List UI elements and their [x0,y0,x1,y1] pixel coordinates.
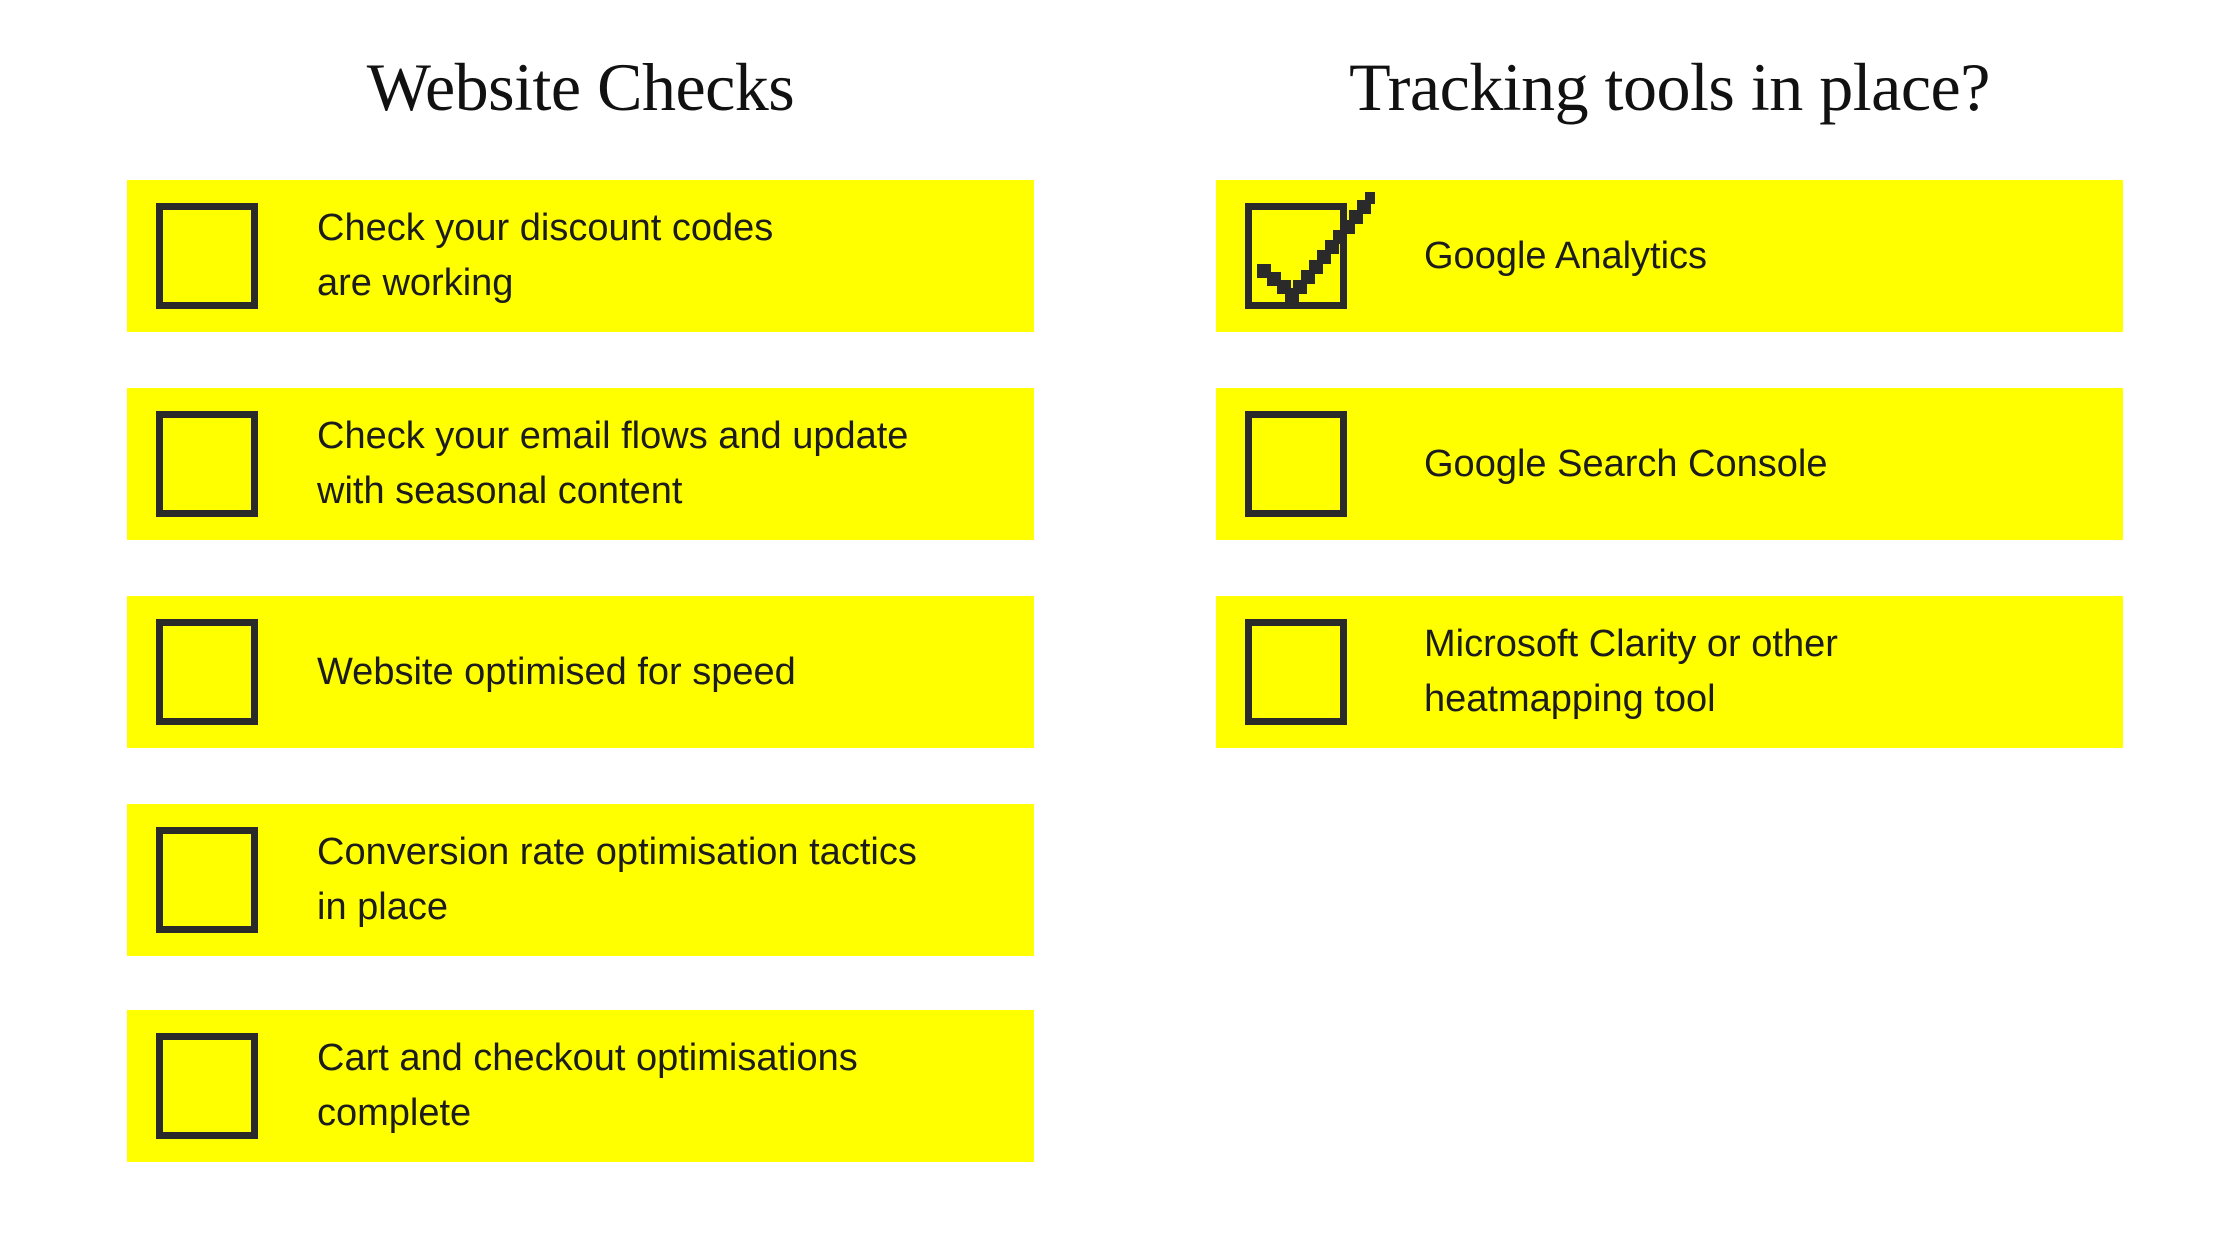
checklist-item-cart-checkout[interactable] [127,1010,1034,1162]
checklist-item-search-console[interactable] [1216,388,2123,540]
checklist-item-email-flows[interactable] [127,388,1034,540]
checklist-item-microsoft-clarity[interactable] [1216,596,2123,748]
checklist-item-conversion-rate[interactable] [127,804,1034,956]
tracking-tools-heading: Tracking tools in place? [1349,49,1990,125]
checkbox-checked-icon[interactable] [1245,203,1347,309]
pixel-checkmark-icon [1245,192,1385,312]
checklist-item-discount-codes[interactable] [127,180,1034,332]
checklist-item-label: Google Analytics [1424,234,1708,277]
checkbox-icon[interactable] [156,411,258,517]
checklist-item-google-analytics[interactable] [1216,180,2123,332]
website-checks-heading: Website Checks [366,49,795,125]
checkbox-icon[interactable] [1245,619,1347,725]
checkbox-icon[interactable] [156,1033,258,1139]
checkbox-icon[interactable] [156,619,258,725]
checklist-item-label: Check your email flows and update with seasonal content [317,415,909,512]
checklist-item-label: Conversion rate optimisation tactics in place [317,831,917,928]
checklist-item-label: Check your discount codes are working [317,207,774,304]
checklist-item-label: Microsoft Clarity or other heatmapping tool [1424,623,1838,720]
checklist-item-label: Cart and checkout optimisations complete [317,1037,858,1134]
checklist-item-label: Website optimised for speed [317,650,796,693]
checklist-item-website-speed[interactable] [127,596,1034,748]
checkbox-icon[interactable] [156,203,258,309]
checklist-item-label: Google Search Console [1424,442,1828,485]
checkbox-icon[interactable] [1245,411,1347,517]
checkbox-icon[interactable] [156,827,258,933]
